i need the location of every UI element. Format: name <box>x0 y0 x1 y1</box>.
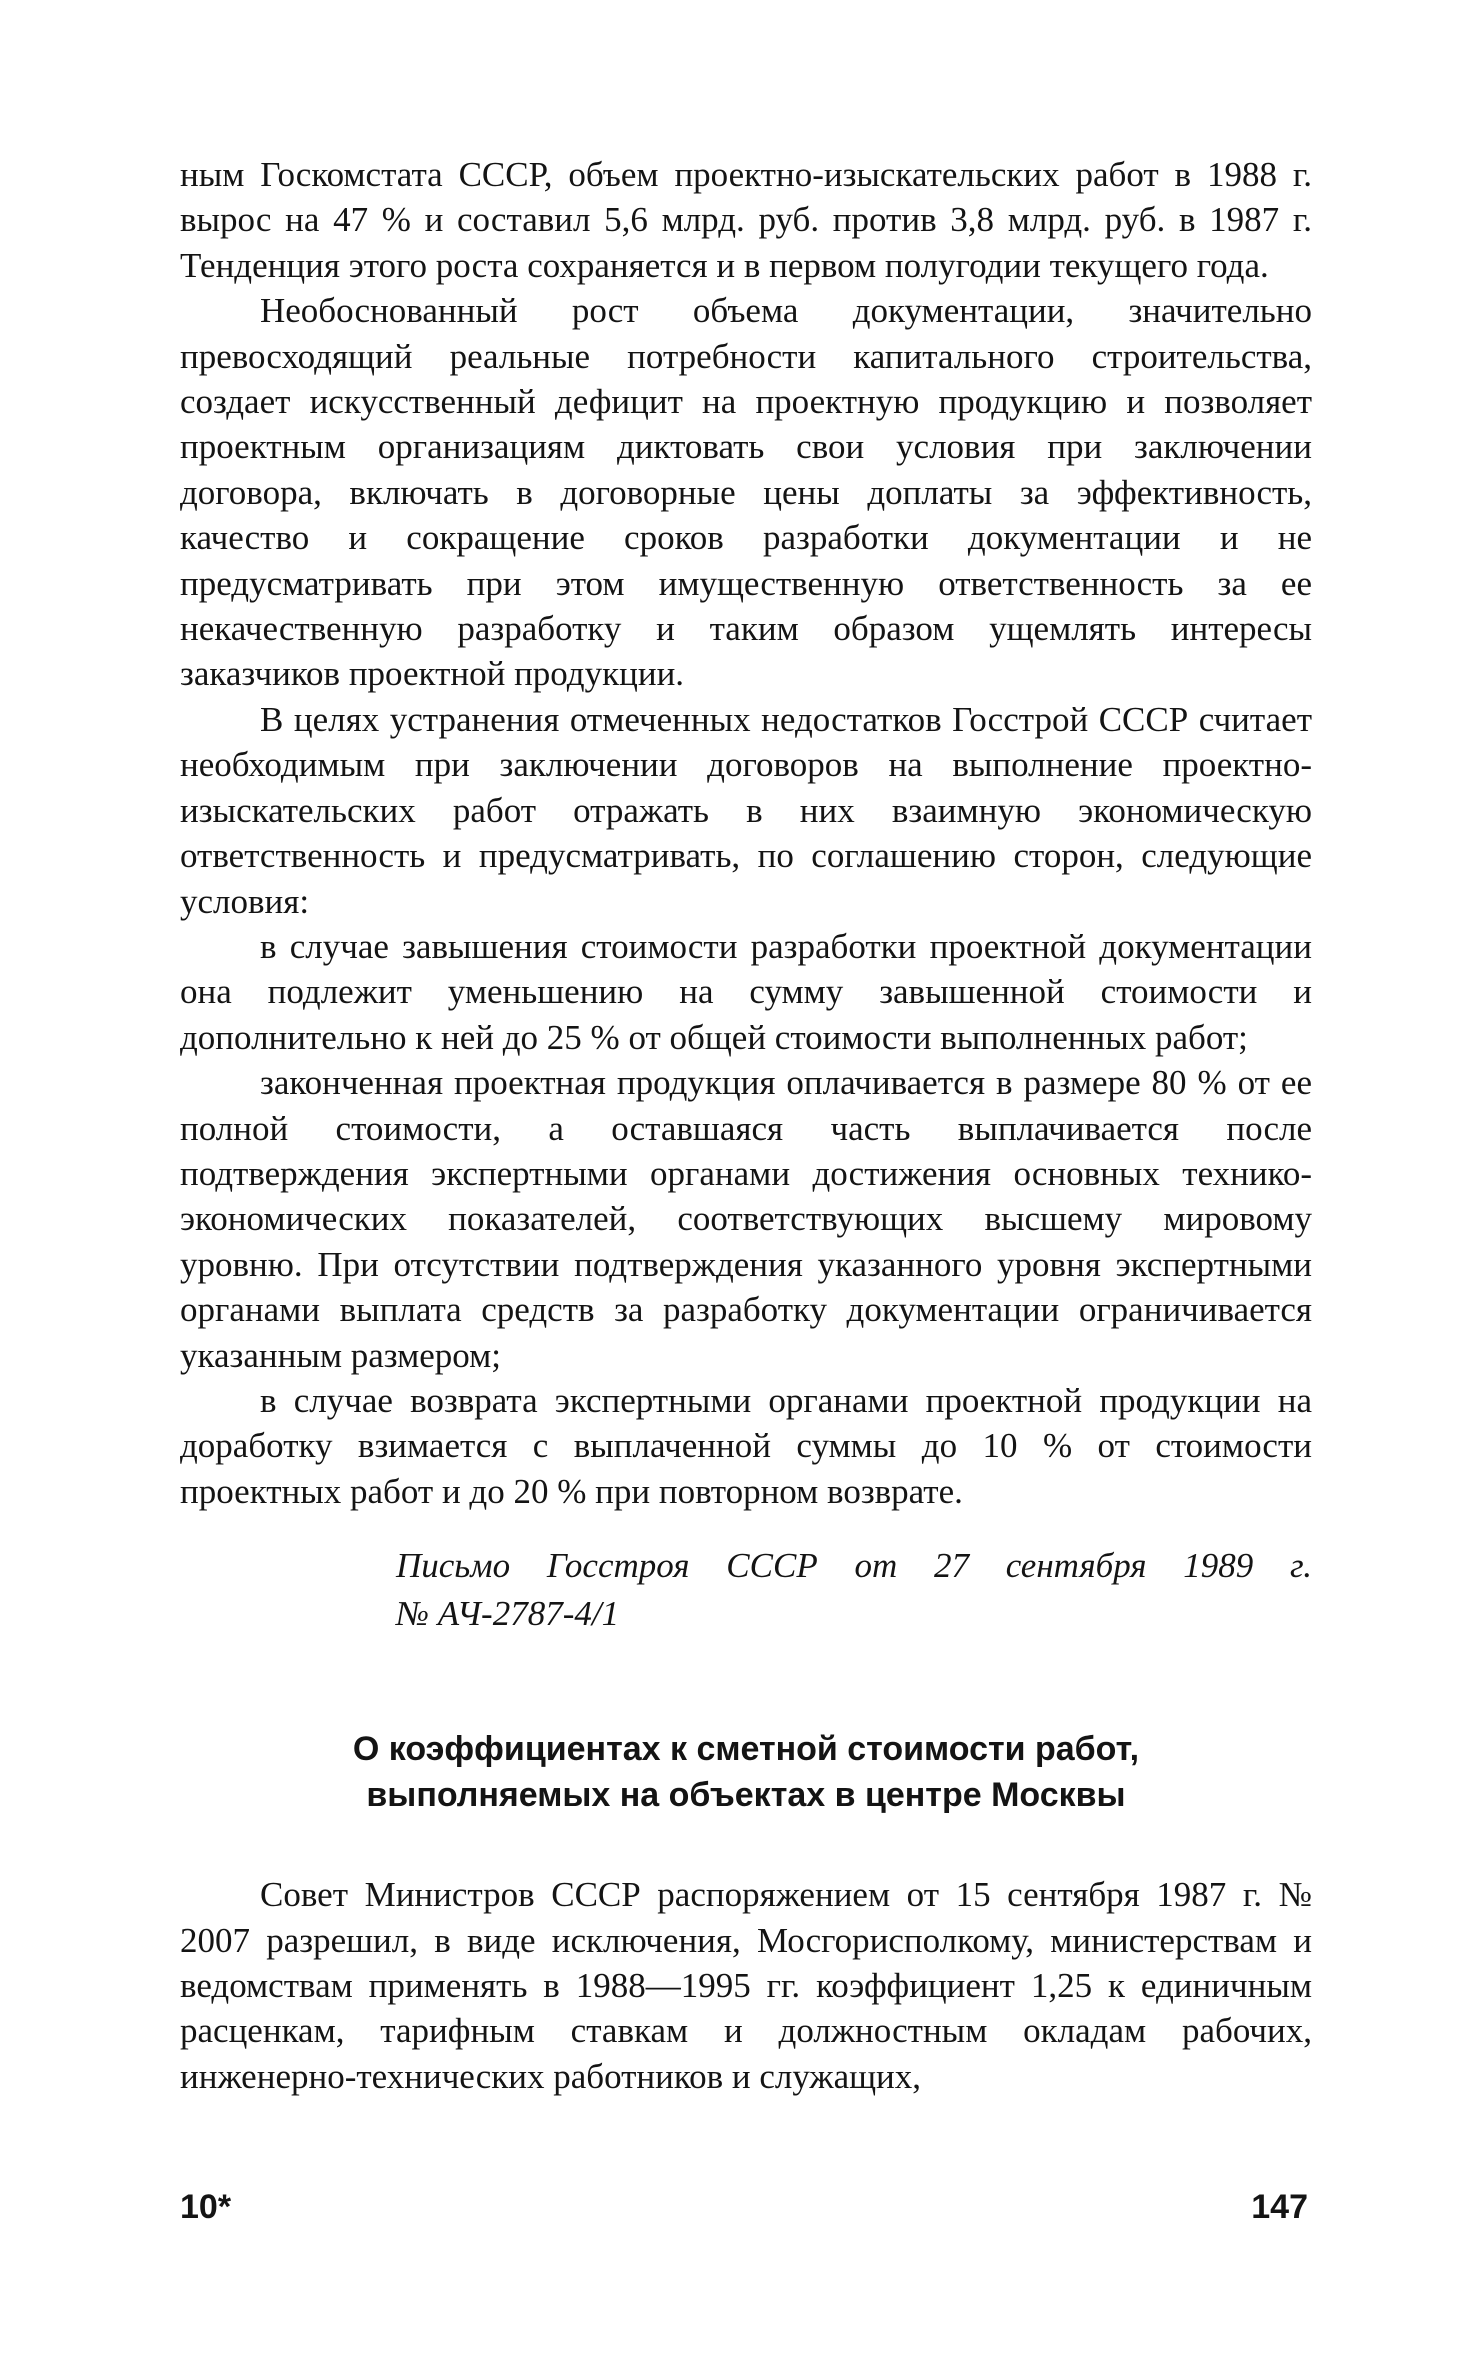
page-body <box>180 152 1312 2099</box>
paragraph-continuation: ным Госкомстата СССР, объем проектно-изыскательских работ в 1988 г. вырос на 47 % и составил 5,6 млрд. руб. против 3,8 млрд. руб. в 1987 г. Тенденция этого роста сохраняется и в первом полугодии текущего года. <box>180 155 1312 285</box>
signature-line-2: № АЧ-2787-4/1 <box>396 1594 620 1634</box>
paragraph-documentation-growth: Необоснованный рост объема документации, значительно превосходящий реальные потребности капитального строительства, создает искусственный дефицит на проектную продукцию и позволяет проектным организациям диктовать свои условия при заключении договора, включать в договорные цены доплаты за эффективность, качество и сокращение сроков разработки документации и не предусматривать при этом имущественную ответственность за ее некачественную разработку и таким образом ущемлять интересы заказчиков проектной продукции. <box>180 291 1312 694</box>
section-heading <box>180 1726 1312 1818</box>
heading-line-2: выполняемых на объектах в центре Москвы <box>366 1776 1126 1815</box>
condition-payment: законченная проектная продукция оплачивается в размере 80 % от ее полной стоимости, а оставшаяся часть выплачивается после подтверждения экспертными органами достижения основных технико-экономических показателей, соответствующих высшему мировому уровню. При отсутствии подтверждения указанного уровня экспертными органами выплата средств за разработку документации ограничивается указанным размером; <box>180 1063 1312 1375</box>
signature-mark: 10* <box>180 2188 232 2226</box>
paragraph-council-decree: Совет Министров СССР распоряжением от 15 сентября 1987 г. № 2007 разрешил, в виде исключения, Мосгорисполкому, министерствам и ведомствам применять в 1988—1995 гг. коэффициент 1,25 к единичным расценкам, тарифным ставкам и должностным окладам рабочих, инженерно-технических работников и служащих, <box>180 1875 1312 2096</box>
condition-return: в случае возврата экспертными органами проектной продукции на доработку взимается с выплаченной суммы до 10 % от стоимости проектных работ и до 20 % при повторном возврате. <box>180 1380 1312 1511</box>
signature-line-1: Письмо Госстроя СССР от 27 сентября 1989 г. <box>396 1546 1312 1586</box>
condition-overpricing: в случае завышения стоимости разработки проектной документации она подлежит уменьшению на сумму завышенной стоимости и дополнительно к ней до 25 % от общей стоимости выполненных работ; <box>180 926 1312 1057</box>
page-number: 147 <box>1251 2188 1308 2226</box>
heading-line-1: О коэффициентах к сметной стоимости работ, <box>352 1730 1140 1769</box>
letter-signature <box>396 1542 1312 1638</box>
paragraph-gosstroy-measures: В целях устранения отмеченных недостатков Госстрой СССР считает необходимым при заключении договоров на выполнение проектно-изыскательских работ отражать в них взаимную экономическую ответственность и предусматривать, по соглашению сторон, следующие условия: <box>180 699 1312 921</box>
